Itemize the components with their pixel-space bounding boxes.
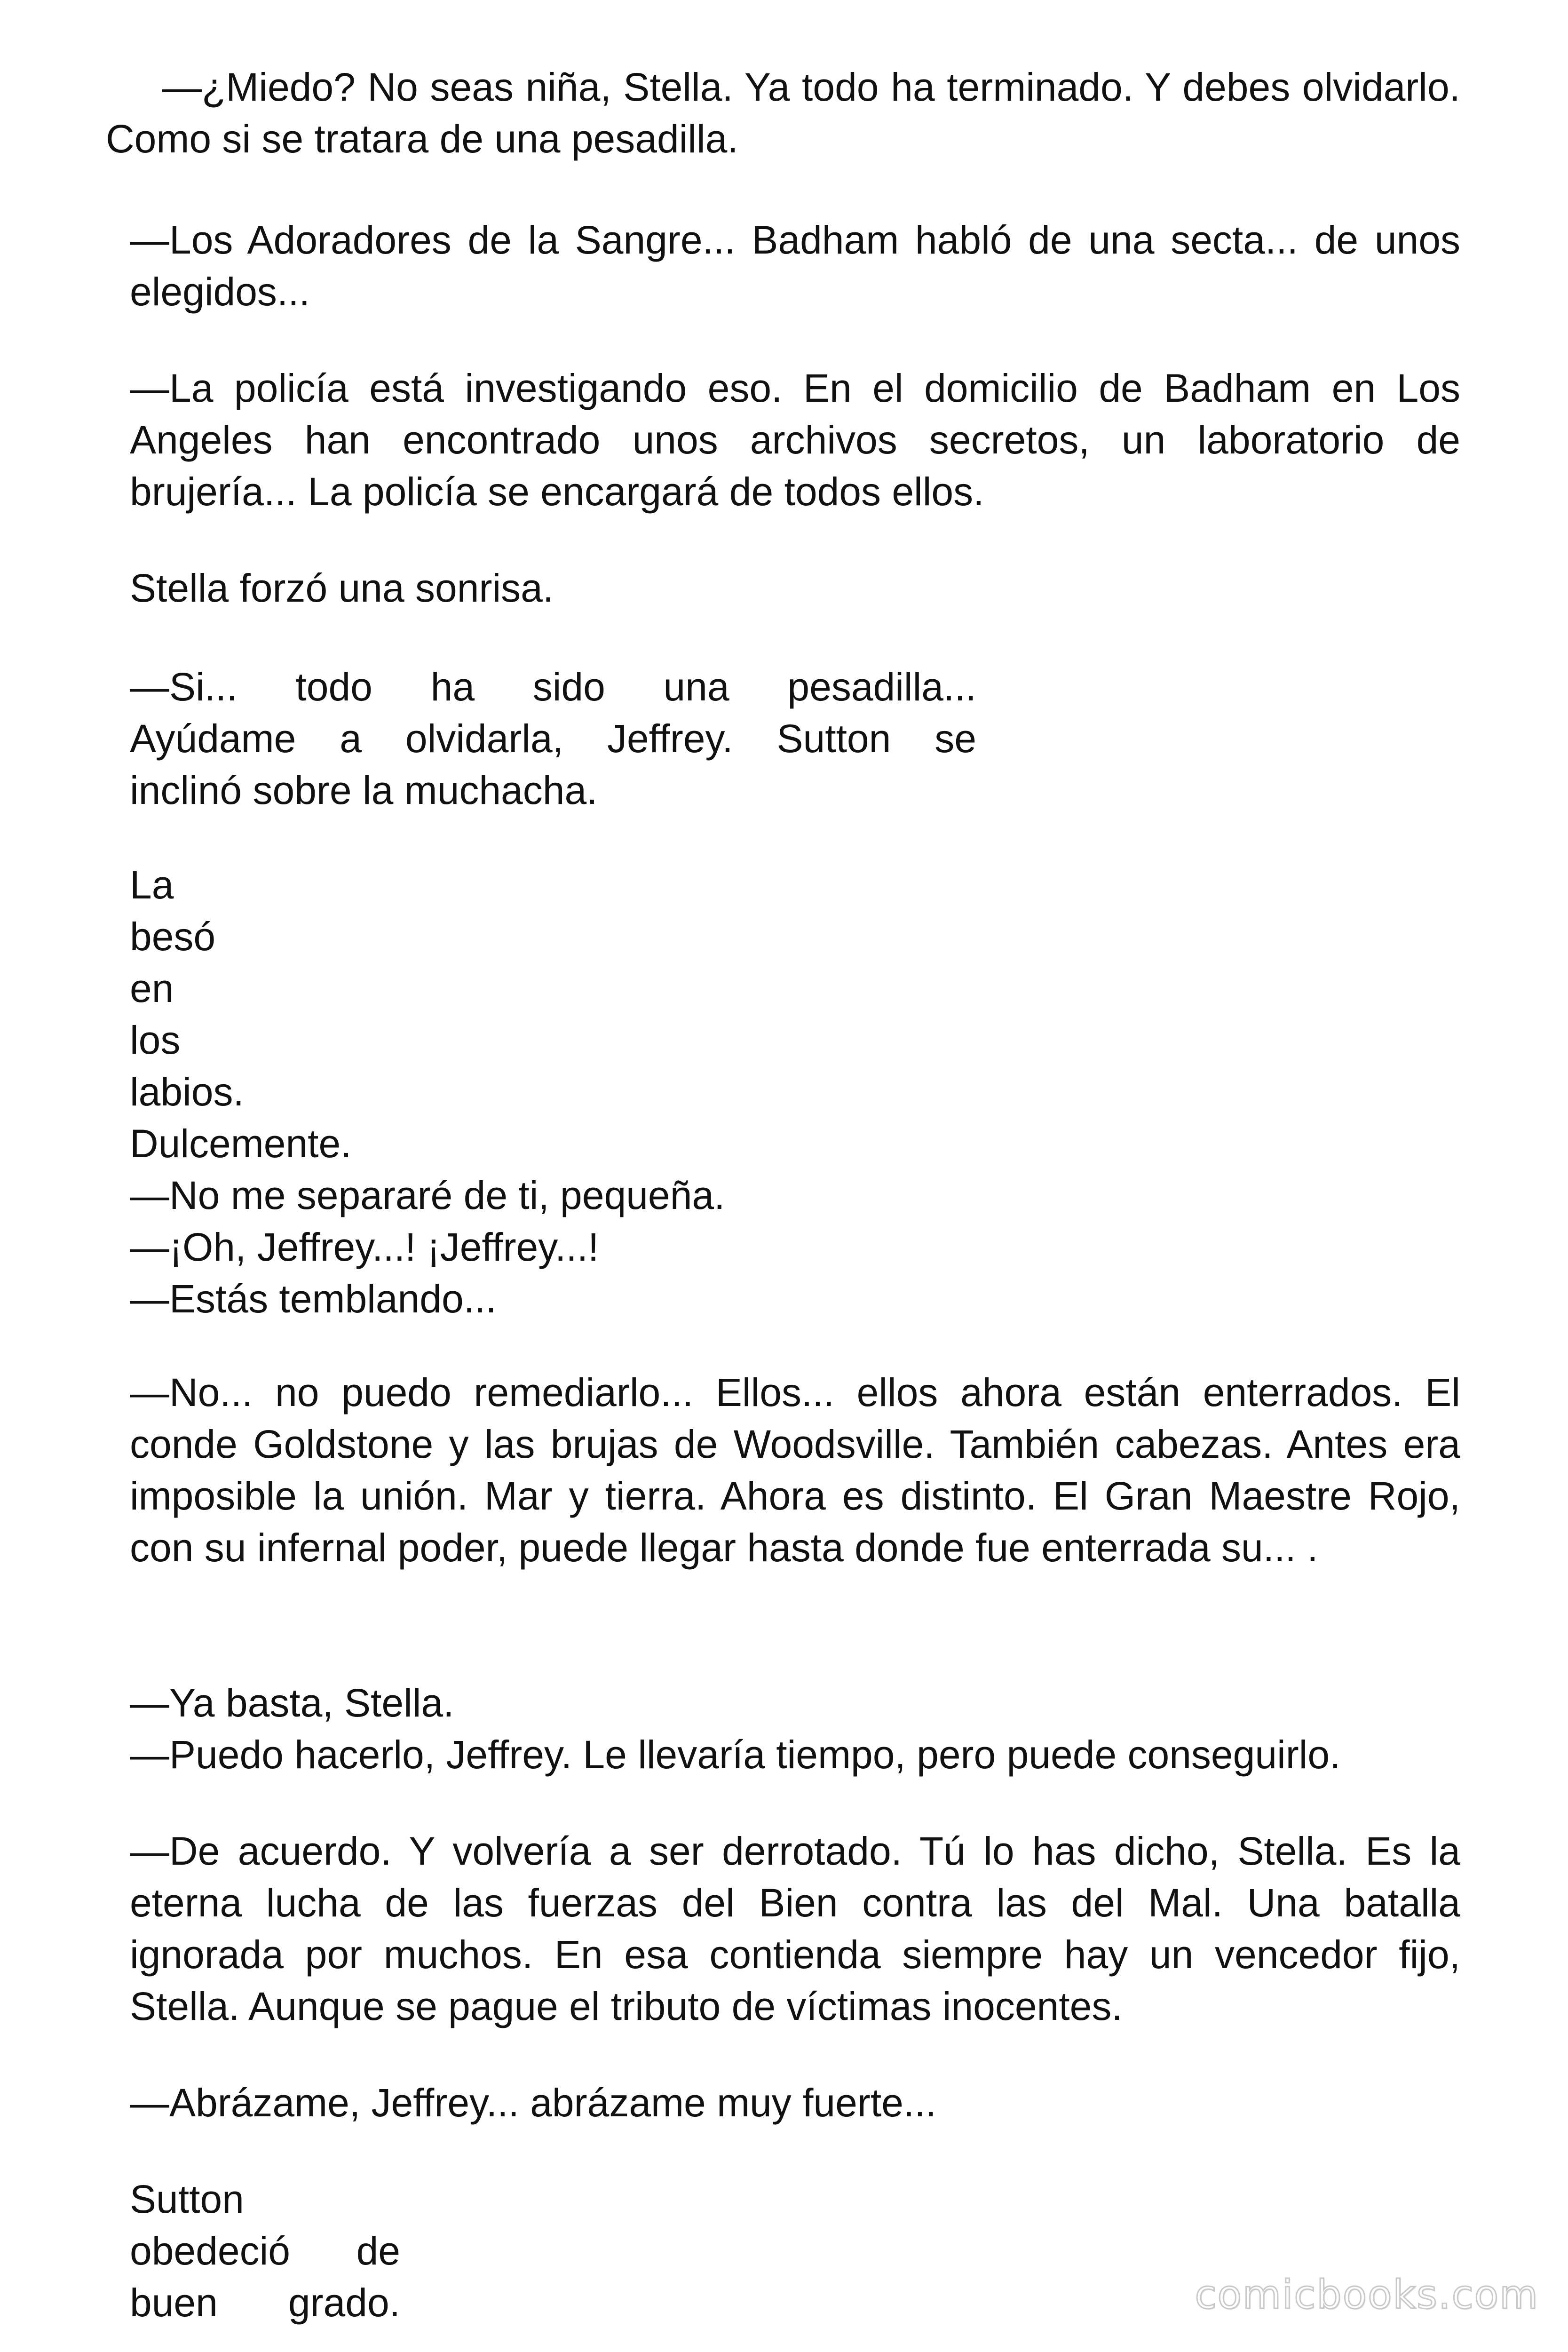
paragraph-2-text: —Los Adoradores de la Sangre... Badham habló de una secta... de unos elegidos... <box>130 218 1460 314</box>
paragraph-5-line: —Si... todo ha sido una pesadilla... <box>130 665 976 709</box>
paragraph-2 <box>130 214 1460 318</box>
paragraph-1-text: —¿Miedo? No seas niña, Stella. Ya todo ha terminado. Y debes olvidarlo. Como si se tratara de una pesadilla. <box>106 65 1460 161</box>
paragraph-3-text: —La policía está investigando eso. En el domicilio de Badham en Los Angeles han encontrado unos archivos secretos, un laboratorio de brujería... La policía se encargará de todos ellos. <box>130 366 1460 514</box>
paragraph-6-line: —No me separaré de ti, pequeña. <box>130 1173 725 1217</box>
paragraph-8-line: —Puedo hacerlo, Jeffrey. Le llevaría tiempo, pero puede conseguirlo. <box>130 1732 1341 1777</box>
paragraph-7-text: —No... no puedo remediarlo... Ellos... ellos ahora están enterrados. El conde Goldstone y las brujas de Woodsville. También cabezas. Antes era imposible la unión. Mar y tierra. Ahora es distinto. El Gran Maestre Rojo, con su infernal poder, puede llegar hasta donde fue enterrada su... . <box>130 1370 1460 1570</box>
paragraph-10-text: —Abrázame, Jeffrey... abrázame muy fuerte... <box>130 2081 936 2125</box>
paragraph-4-text: Stella forzó una sonrisa. <box>130 566 554 610</box>
paragraph-6-line: besó <box>130 914 216 959</box>
paragraph-7 <box>130 1367 1460 1573</box>
paragraph-6 <box>130 859 1460 1325</box>
paragraph-5 <box>130 661 976 816</box>
paragraph-10 <box>130 2077 1460 2129</box>
paragraph-6-line: Dulcemente. <box>130 1121 352 1166</box>
paragraph-9-text: —De acuerdo. Y volvería a ser derrotado. Tú lo has dicho, Stella. Es la eterna lucha de las fuerzas del Bien contra las del Mal. Una batalla ignorada por muchos. En esa contienda siempre hay un vencedor fijo, Stella. Aunque se pague el tributo de víctimas inocentes. <box>130 1829 1460 2028</box>
paragraph-6-line: —Estás temblando... <box>130 1277 497 1321</box>
paragraph-8-line: —Ya basta, Stella. <box>130 1681 454 1725</box>
paragraph-1 <box>106 61 1460 165</box>
paragraph-9 <box>130 1825 1460 2032</box>
paragraph-11-line: buen grado. <box>130 2280 400 2325</box>
paragraph-3 <box>130 362 1460 517</box>
paragraph-11 <box>130 2173 400 2328</box>
watermark-logo: comicbooks.com <box>1195 2272 1539 2318</box>
paragraph-6-line: en <box>130 966 174 1010</box>
paragraph-8 <box>130 1677 1494 1780</box>
paragraph-6-line: los <box>130 1018 181 1062</box>
paragraph-6-line: —¡Oh, Jeffrey...! ¡Jeffrey...! <box>130 1225 599 1269</box>
paragraph-4 <box>130 562 1460 614</box>
paragraph-11-line: obedeció de <box>130 2229 400 2273</box>
paragraph-5-line: Ayúdame a olvidarla, Jeffrey. Sutton se <box>130 716 976 761</box>
paragraph-5-line: inclinó sobre la muchacha. <box>130 768 598 812</box>
paragraph-6-line: La <box>130 863 174 907</box>
paragraph-6-line: labios. <box>130 1070 244 1114</box>
paragraph-11-line: Sutton <box>130 2177 244 2221</box>
